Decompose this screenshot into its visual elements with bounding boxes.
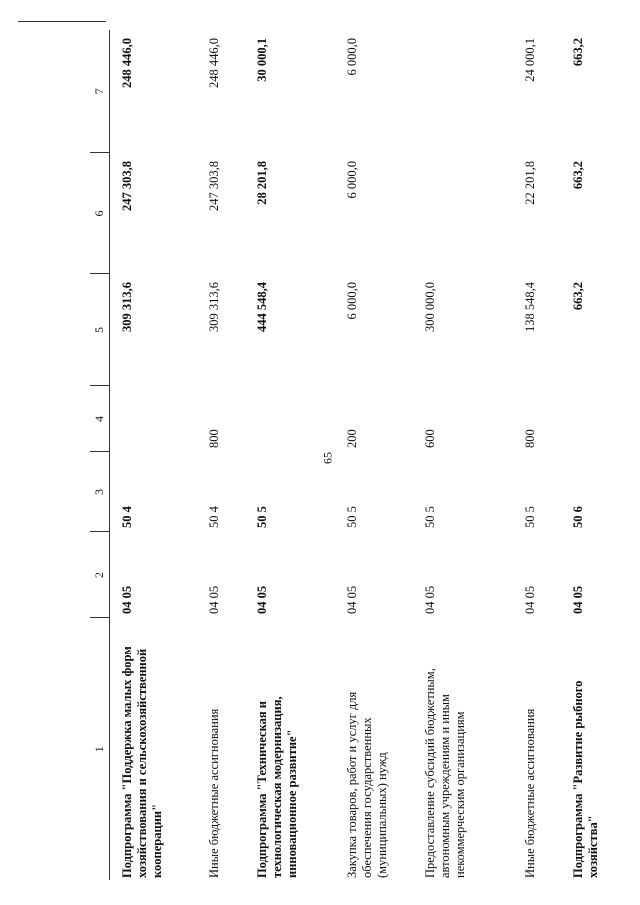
amount-col6: 247 303,8	[207, 161, 221, 211]
column-header: 6	[90, 153, 110, 274]
amount-col7	[413, 30, 513, 153]
amount-col7: 248 446,0	[207, 38, 221, 88]
column-header: 3	[90, 452, 110, 532]
amount-col5: 300 000,0	[423, 282, 437, 332]
column-header: 1	[90, 618, 110, 880]
row-name: Иные бюджетные ассигнования	[207, 708, 221, 878]
section-code: 04 05	[345, 585, 359, 614]
table-row	[110, 30, 198, 880]
header-row	[90, 30, 110, 880]
section-code: 04 05	[423, 585, 437, 614]
amount-col7: 24 000,1	[523, 38, 537, 82]
amount-col7: 663,2	[571, 38, 585, 67]
row-name: Иные бюджетные ассигнования	[523, 708, 537, 878]
table-row	[413, 30, 513, 880]
table-row	[513, 30, 561, 880]
program-code: 50 5	[423, 506, 437, 528]
column-header: 5	[90, 274, 110, 386]
amount-col5: 663,2	[571, 282, 585, 311]
amount-col5: 309 313,6	[207, 282, 221, 332]
expense-type	[245, 386, 335, 452]
amount-col6	[413, 153, 513, 274]
amount-col6: 6 000,0	[345, 161, 359, 199]
rotated-table-sheet	[90, 30, 610, 880]
row-name: Закупка товаров, работ и услуг для обеспечения государственных (муниципальных) нужд	[345, 691, 389, 878]
expense-type: 800	[523, 429, 537, 448]
row-name: Подпрограмма "Поддержка малых форм хозяйствования и сельскохозяйственной кооперации"	[120, 646, 164, 878]
program-code: 50 6	[571, 506, 585, 528]
amount-col6: 22 201,8	[523, 161, 537, 205]
expense-type: 200	[345, 429, 359, 448]
amount-col6: 28 201,8	[255, 161, 269, 205]
table-row	[335, 30, 413, 880]
section-code: 04 05	[571, 585, 585, 614]
program-code: 50 4	[120, 506, 134, 528]
amount-col6: 663,2	[571, 161, 585, 190]
expense-type	[561, 386, 621, 452]
amount-col5: 309 313,6	[120, 282, 134, 332]
row-name: Предоставление субсидий бюджетным, автономным учреждениям и иным некоммерческим организациям	[423, 668, 467, 878]
section-code: 04 05	[523, 585, 537, 614]
program-code: 50 5	[523, 506, 537, 528]
section-code: 04 05	[120, 585, 134, 614]
program-code: 50 5	[345, 506, 359, 528]
page-number: 65	[320, 452, 335, 464]
program-code: 50 5	[255, 506, 269, 528]
table-row	[561, 30, 621, 880]
expense-type: 800	[207, 429, 221, 448]
section-code: 04 05	[207, 585, 221, 614]
column-header: 7	[90, 30, 110, 153]
row-name: Подпрограмма "Техническая и технологическая модернизация, инновационное развитие"	[255, 696, 299, 878]
top-rule	[18, 21, 106, 22]
amount-col5: 6 000,0	[345, 282, 359, 320]
amount-col7: 6 000,0	[345, 38, 359, 76]
program-code: 50 4	[207, 506, 221, 528]
amount-col6: 247 303,8	[120, 161, 134, 211]
section-code: 04 05	[255, 585, 269, 614]
table-row	[197, 30, 245, 880]
amount-col5: 138 548,4	[523, 282, 537, 332]
table-row	[245, 30, 335, 880]
amount-col5: 444 548,4	[255, 282, 269, 332]
amount-col7: 248 446,0	[120, 38, 134, 88]
row-name: Подпрограмма "Развитие рыбного хозяйства"	[571, 680, 600, 878]
column-header: 4	[90, 386, 110, 452]
amount-col7: 30 000,1	[255, 38, 269, 82]
expense-type	[110, 386, 198, 452]
budget-table	[90, 30, 621, 880]
expense-type: 600	[423, 429, 437, 448]
column-header: 2	[90, 532, 110, 618]
